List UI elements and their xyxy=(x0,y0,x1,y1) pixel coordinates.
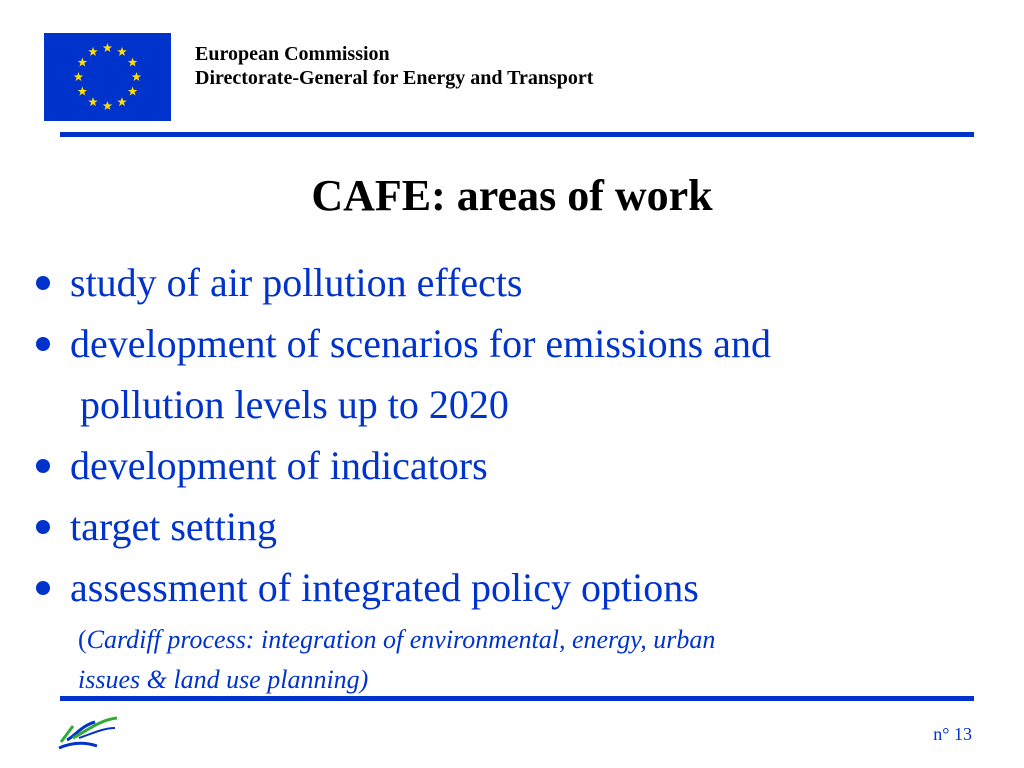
flag-star-icon xyxy=(74,72,84,81)
bullet-icon xyxy=(36,581,50,595)
bullet-item xyxy=(36,313,771,374)
bullet-icon xyxy=(36,459,50,473)
flag-star-icon xyxy=(117,97,127,106)
bullet-icon xyxy=(36,520,50,534)
flag-star-icon xyxy=(128,87,138,96)
directorate-name: Directorate-General for Energy and Transport xyxy=(195,67,594,89)
eu-flag-logo xyxy=(44,33,171,121)
bullet-text: development of indicators xyxy=(70,443,488,488)
flag-star-icon xyxy=(103,43,113,52)
organization-header xyxy=(195,42,593,90)
slide-number: n° 13 xyxy=(933,724,972,744)
bullet-text: target setting xyxy=(70,504,277,549)
bullet-item xyxy=(36,252,771,313)
bullet-icon xyxy=(36,276,50,290)
bullet-text: study of air pollution effects xyxy=(70,260,523,305)
flag-star-icon xyxy=(132,72,142,81)
note-open-paren: ( xyxy=(78,625,87,654)
bullet-text: development of scenarios for emissions and xyxy=(70,321,771,366)
dg-energy-transport-logo xyxy=(55,712,121,757)
note-text xyxy=(78,620,715,700)
bullet-item xyxy=(36,435,771,496)
bullet-item xyxy=(36,496,771,557)
bullet-item xyxy=(36,557,771,618)
flag-star-icon xyxy=(88,47,98,56)
flag-star-icon xyxy=(88,97,98,106)
organization-name: European Commission xyxy=(195,43,390,65)
note-line-1: Cardiff process: integration of environmental, energy, urban xyxy=(86,625,716,654)
flag-star-icon xyxy=(78,87,88,96)
bullet-text: assessment of integrated policy options xyxy=(70,565,699,610)
flag-star-icon xyxy=(117,47,127,56)
flag-star-icon xyxy=(78,58,88,67)
header-divider xyxy=(60,132,974,137)
slide-title: CAFE: areas of work xyxy=(311,171,713,220)
note-line-2: issues & land use planning) xyxy=(78,665,369,694)
bullet-continuation xyxy=(36,374,771,435)
bullet-list xyxy=(36,252,771,618)
footer-divider xyxy=(60,696,974,701)
bullet-icon xyxy=(36,337,50,351)
flag-star-icon xyxy=(128,58,138,67)
bullet-text-continued: pollution levels up to 2020 xyxy=(80,382,509,427)
flag-star-icon xyxy=(103,101,113,110)
